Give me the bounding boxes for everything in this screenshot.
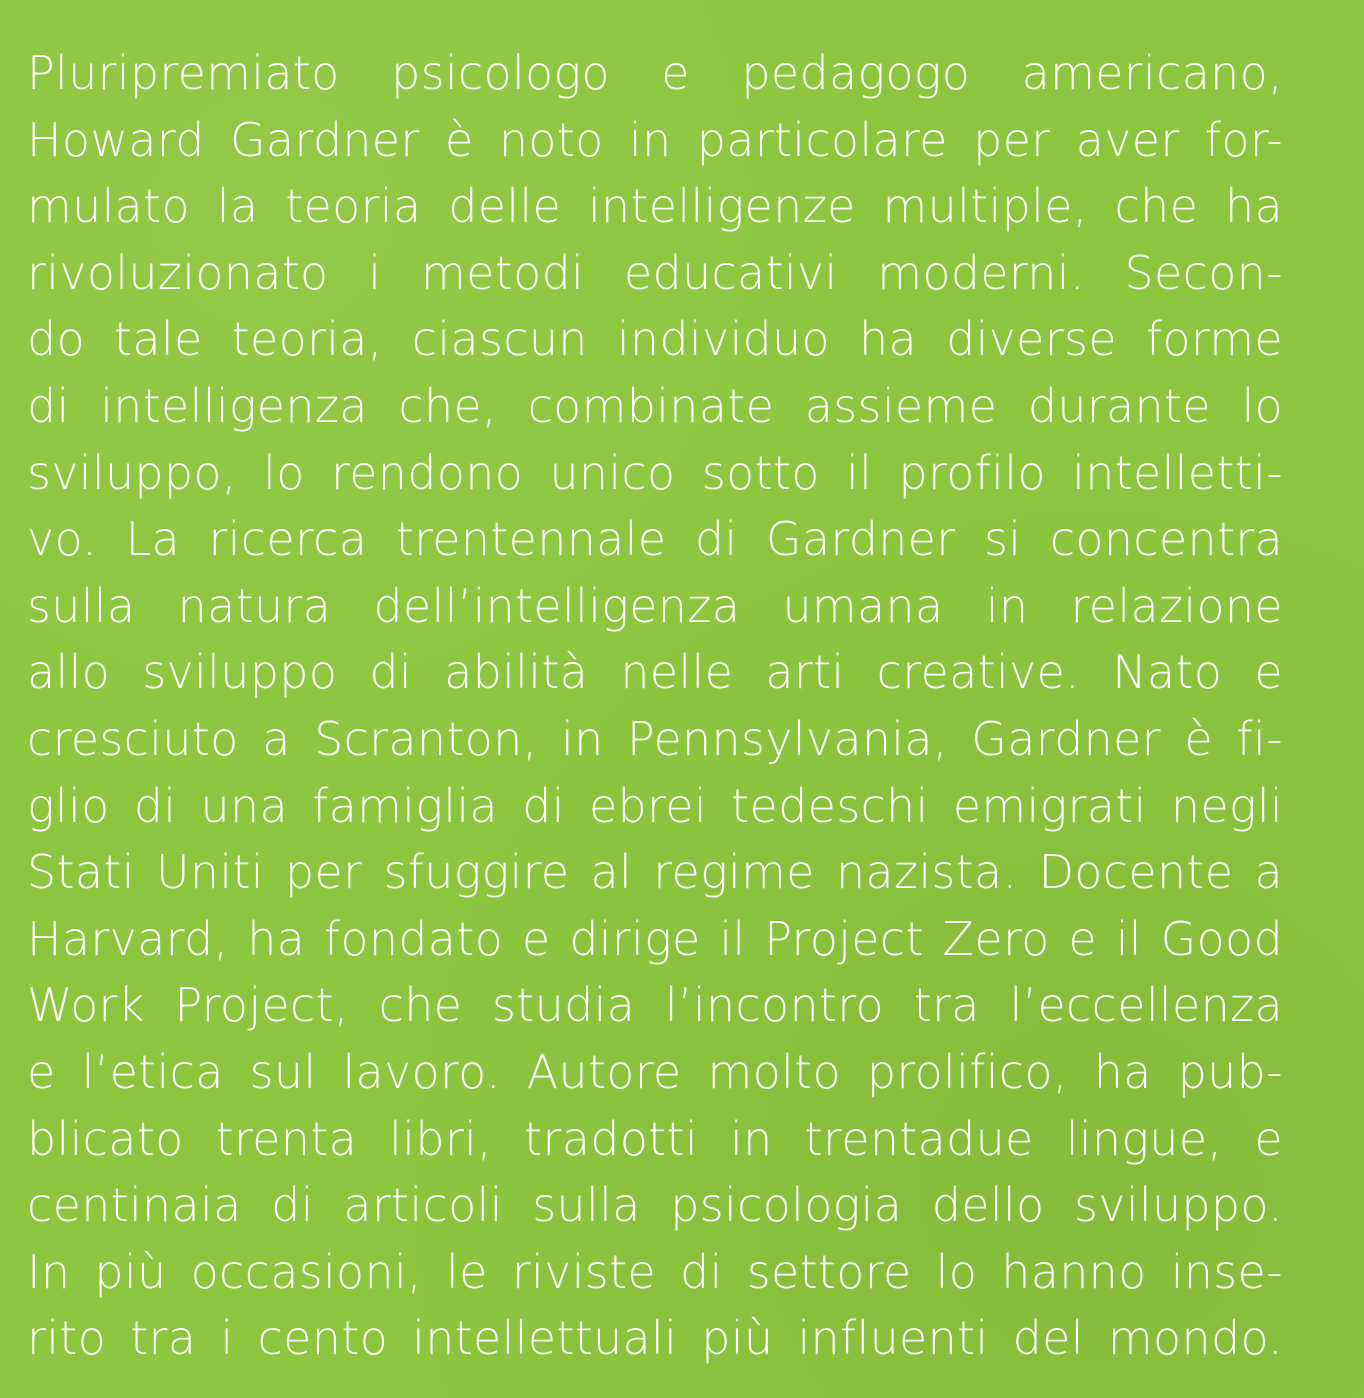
- text-line-18: centinaia di articoli sulla psicologia dello sviluppo.: [27, 1178, 1283, 1233]
- text-line-3: mulato la teoria delle intelligenze multiple, che ha: [27, 179, 1283, 234]
- text-line-19: In più occasioni, le riviste di settore lo hanno inse-: [27, 1244, 1283, 1299]
- text-line-17: blicato trenta libri, tradotti in trentadue lingue, e: [27, 1111, 1283, 1166]
- text-line-4: rivoluzionato i metodi educativi moderni. Secon-: [27, 245, 1283, 300]
- text-line-13: Stati Uniti per sfuggire al regime nazista. Docente a: [27, 845, 1283, 900]
- text-line-20: rito tra i cento intellettuali più influenti del mondo.: [27, 1311, 1283, 1366]
- text-line-8: vo. La ricerca trentennale di Gardner si concentra: [27, 512, 1283, 567]
- text-line-11: cresciuto a Scranton, in Pennsylvania, Gardner è fi-: [27, 711, 1283, 766]
- text-line-2: Howard Gardner è noto in particolare per aver for-: [27, 112, 1283, 167]
- biography-paragraph: [27, 40, 1283, 1372]
- text-line-16: e l’etica sul lavoro. Autore molto prolifico, ha pub-: [27, 1044, 1283, 1099]
- text-line-14: Harvard, ha fondato e dirige il Project Zero e il Good: [27, 911, 1283, 966]
- text-line-10: allo sviluppo di abilità nelle arti creative. Nato e: [27, 645, 1283, 700]
- text-line-7: sviluppo, lo rendono unico sotto il profilo intelletti-: [27, 445, 1283, 500]
- text-line-5: do tale teoria, ciascun individuo ha diverse forme: [27, 312, 1283, 367]
- text-line-15: Work Project, che studia l’incontro tra l’eccellenza: [27, 978, 1283, 1033]
- text-line-12: glio di una famiglia di ebrei tedeschi emigrati negli: [27, 778, 1283, 833]
- text-line-1: Pluripremiato psicologo e pedagogo americano,: [27, 46, 1283, 100]
- text-line-6: di intelligenza che, combinate assieme durante lo: [27, 378, 1283, 433]
- text-line-9: sulla natura dell’intelligenza umana in relazione: [27, 578, 1283, 633]
